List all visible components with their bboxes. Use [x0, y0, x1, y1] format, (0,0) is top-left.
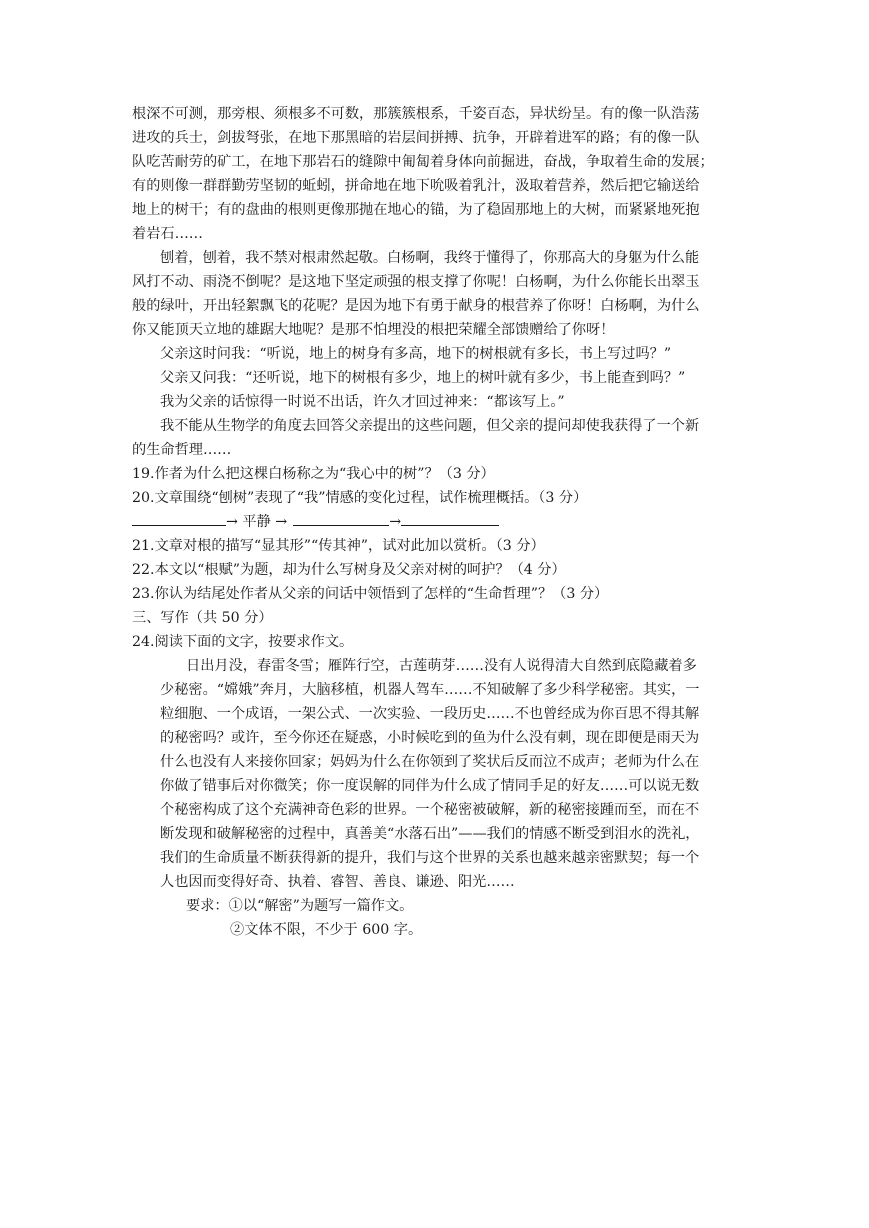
prompt-line: 日出月没，春雷冬雪；雁阵行空，古莲萌芽……没有人说得清大自然到底隐藏着多 — [186, 658, 697, 674]
arrow-icon: → — [226, 514, 238, 530]
passage-line: 着岩石…… — [132, 226, 203, 242]
prompt-line: 人也因而变得好奇、执着、睿智、善良、谦逊、阳光…… — [160, 874, 515, 890]
passage-line: 你又能顶天立地的雄踞大地呢？是那不怕埋没的根把荣耀全部馈赠给了你呀！ — [132, 322, 615, 338]
question-22: 22.本文以“根赋”为题，却为什么写树身及父亲对树的呵护？（4 分） — [132, 562, 566, 578]
question-23: 23.你认为结尾处作者从父亲的问话中领悟到了怎样的“生命哲理”？（3 分） — [132, 586, 609, 602]
question-19: 19.作者为什么把这棵白杨称之为“我心中的树”？（3 分） — [132, 466, 495, 482]
prompt-line: 我们的生命质量不断获得新的提升，我们与这个世界的关系也越来越亲密默契；每一个 — [160, 850, 700, 866]
arrow-icon: → — [275, 514, 288, 530]
passage-line: 我不能从生物学的角度去回答父亲提出的这些问题，但父亲的提问却使我获得了一个新 — [160, 418, 700, 434]
passage-line: 的生命哲理…… — [132, 442, 232, 458]
passage-line: 刨着，刨着，我不禁对根肃然起敬。白杨啊，我终于懂得了，你那高大的身躯为什么能 — [160, 250, 700, 266]
question-21: 21.文章对根的描写“显其形”“传其神”，试对此加以赏析。（3 分） — [132, 538, 545, 554]
answer-blank-1[interactable] — [132, 511, 226, 526]
prompt-line: 什么也没有人来接你回家；妈妈为什么在你领到了奖状后反而泣不成声；老师为什么在 — [160, 754, 700, 770]
section-heading: 三、写作（共 50 分） — [132, 610, 273, 626]
passage-line: 风打不动、雨浇不倒呢？是这地下坚定顽强的根支撑了你呢！白杨啊，为什么你能长出翠玉 — [132, 274, 700, 290]
question-24: 24.阅读下面的文字，按要求作文。 — [132, 634, 354, 650]
passage-line: 我为父亲的话惊得一时说不出话，许久才回过神来：“都该写上。” — [160, 394, 565, 410]
requirement-1: 要求：①以“解密”为题写一篇作文。 — [186, 898, 414, 914]
passage-line: 父亲这时问我：“听说，地上的树身有多高，地下的树根就有多长，书上写过吗？” — [160, 346, 672, 362]
prompt-line: 你做了错事后对你微笑；你一度误解的同伴为什么成了情同手足的好友……可以说无数 — [160, 778, 700, 794]
prompt-line: 断发现和破解秘密的过程中，真善美“水落石出”——我们的情感不断受到泪水的洗礼， — [160, 826, 700, 842]
passage-line: 队吃苦耐劳的矿工，在地下那岩石的缝隙中匍匐着身体向前掘进，奋战，争取着生命的发展； — [132, 154, 714, 170]
requirement-2: ②文体不限，不少于 600 字。 — [230, 922, 423, 938]
passage-line: 进攻的兵士，剑拔弩张，在地下那黑暗的岩层间拼搏、抗争，开辟着进军的路；有的像一队 — [132, 130, 700, 146]
arrow-icon: → — [389, 514, 402, 530]
passage-line: 般的绿叶，开出轻絮飘飞的花呢？是因为地下有勇于献身的根营养了你呀！白杨啊，为什么 — [132, 298, 700, 314]
fill-middle-word: 平静 — [237, 514, 276, 530]
answer-blank-3[interactable] — [401, 511, 499, 526]
prompt-line: 的秘密吗？或许，至今你还在疑惑，小时候吃到的鱼为什么没有刺，现在即便是雨天为 — [160, 730, 700, 746]
passage-line: 根深不可测，那旁根、须根多不可数，那簇簇根系，千姿百态，异状纷呈。有的像一队浩荡 — [132, 106, 700, 122]
passage-line: 有的则像一群群勤劳坚韧的蚯蚓，拼命地在地下吮吸着乳汁，汲取着营养，然后把它输送给 — [132, 178, 700, 194]
question-20: 20.文章围绕“刨树”表现了“我”情感的变化过程，试作梳理概括。（3 分） — [132, 490, 588, 506]
prompt-line: 粒细胞、一个成语，一架公式、一次实验、一段历史……不也曾经成为你百思不得其解 — [160, 706, 700, 722]
question-20-fill-row — [132, 511, 499, 533]
passage-line: 父亲又问我：“还听说，地下的树根有多少，地上的树叶就有多少，书上能查到吗？” — [160, 370, 686, 386]
answer-blank-2[interactable] — [293, 511, 389, 526]
prompt-line: 个秘密构成了这个充满神奇色彩的世界。一个秘密被破解，新的秘密接踵而至，而在不 — [160, 802, 700, 818]
prompt-line: 少秘密。“嫦娥”奔月，大脑移植，机器人驾车……不知破解了多少科学秘密。其实，一 — [160, 682, 700, 698]
passage-line: 地上的树干；有的盘曲的根则更像那抛在地心的锚，为了稳固那地上的大树，而紧紧地死抱 — [132, 202, 700, 218]
